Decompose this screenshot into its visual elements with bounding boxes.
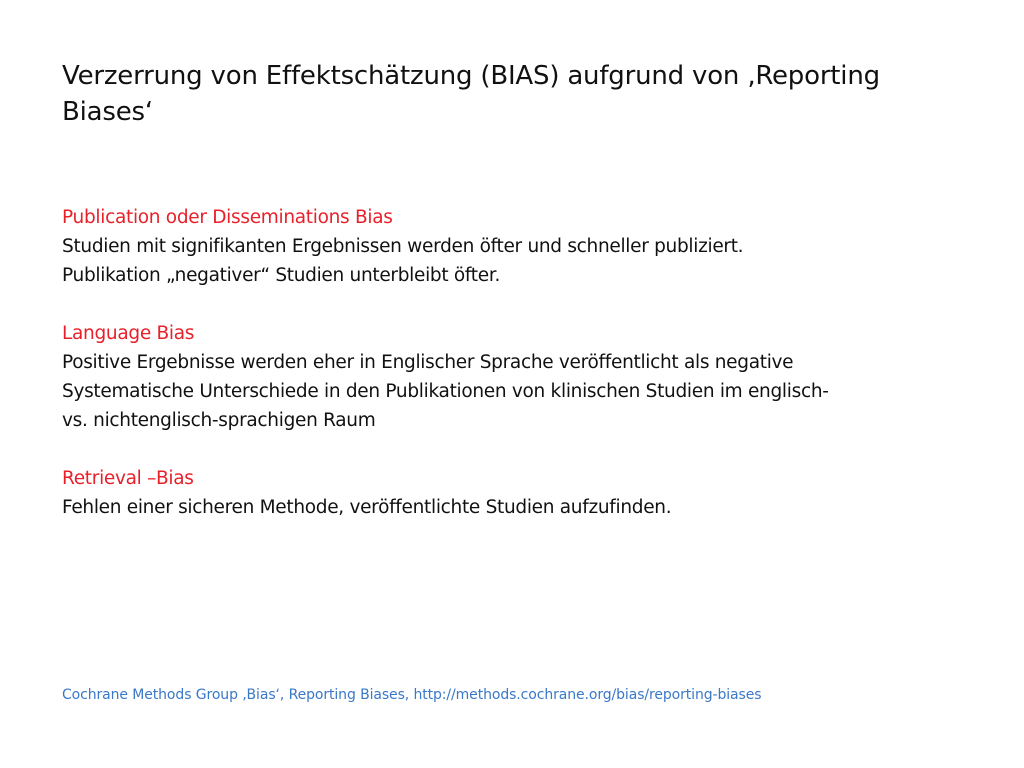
section-text-line: Studien mit signifikanten Ergebnissen werden öfter und schneller publiziert. [62,236,744,257]
section-heading: Publication oder Disseminations Bias [62,207,393,228]
section-heading: Retrieval –Bias [62,468,194,489]
section-text-line: Systematische Unterschiede in den Publikationen von klinischen Studien im englisch- [62,381,829,402]
slide-title: Verzerrung von Effektschätzung (BIAS) aufgrund von ‚Reporting Biases‘ [62,61,880,127]
section-retrieval-bias [62,464,962,522]
section-spacer [62,435,962,464]
section-text-line: Positive Ergebnisse werden eher in Englischer Sprache veröffentlicht als negative [62,352,794,373]
section-heading: Language Bias [62,323,195,344]
source-reference-link[interactable]: Cochrane Methods Group ‚Bias‘, Reporting Biases, http://methods.cochrane.org/bias/reporting-biases [62,687,762,703]
section-text-line: Fehlen einer sicheren Methode, veröffentlichte Studien aufzufinden. [62,497,672,518]
section-spacer [62,290,962,319]
section-text-line: vs. nichtenglisch-sprachigen Raum [62,410,376,431]
section-publication-bias [62,203,962,290]
section-text-line: Publikation „negativer“ Studien unterbleibt öfter. [62,265,501,286]
section-language-bias [62,319,962,435]
slide-body [62,203,962,522]
